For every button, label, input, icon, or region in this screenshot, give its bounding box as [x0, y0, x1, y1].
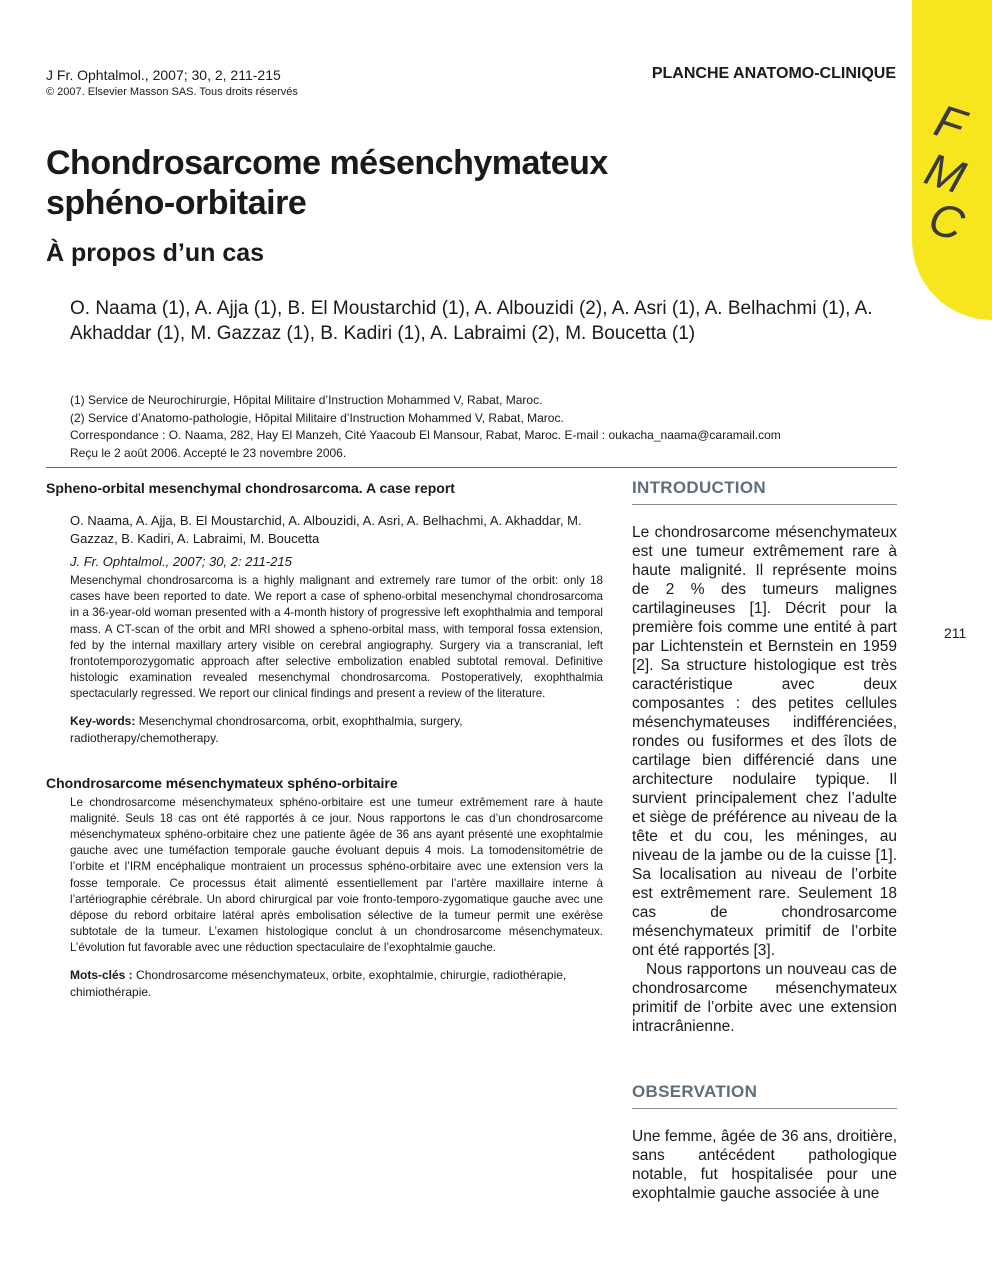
- fmc-letter-m: M: [918, 142, 972, 204]
- french-keywords-text: Chondrosarcome mésenchymateux, orbite, exophtalmie, chirurgie, radiothérapie, chimiothérapie.: [70, 967, 567, 999]
- french-title: Chondrosarcome mésenchymateux sphéno-orbitaire: [46, 774, 398, 791]
- english-abstract: Mesenchymal chondrosarcoma is a highly malignant and extremely rare tumor of the orbit: only 18 cases have been reported to date. We report a case of spheno-orbital mesenchymal chondrosarcoma in a 36-year-old woman presented with a 4-month history of progressive left exophthalmia and temporal mass. A CT-scan of the orbit and MRI showed a spheno-orbital mass, with temporal fossa extension, fed by the internal maxillary artery visible on cerebral angiography. Surgery via a transcranial, left frontotemporozygomatic approach after selective embolization enabled subtotal removal. Definitive histologic examination revealed mesenchymal chondrosarcoma. Postoperatively, exophthalmia spectacularly regressed. We report our clinical findings and present a review of the literature.: [70, 574, 603, 701]
- english-title: Spheno-orbital mesenchymal chondrosarcoma. A case report: [46, 480, 455, 496]
- article-subtitle: À propos d’un cas: [46, 239, 265, 267]
- affiliation-2: (2) Service d’Anatomo-pathologie, Hôpital Militaire d’Instruction Mohammed V, Rabat, Maroc.: [70, 410, 564, 425]
- fmc-tab: [912, 0, 992, 320]
- introduction-paragraph-2: Nous rapportons un nouveau cas de chondrosarcome mésenchymateux primitif de l’orbite avec une extension intracrânienne.: [632, 961, 897, 1035]
- fmc-letter-f: F: [928, 93, 972, 153]
- fmc-letter-c: C: [922, 191, 971, 251]
- english-authors: O. Naama, A. Ajja, B. El Moustarchid, A. Albouzidi, A. Asri, A. Belhachmi, A. Akhaddar, M. Gazzaz, B. Kadiri, A. Labraimi, M. Boucetta: [70, 513, 582, 546]
- english-keywords: [70, 713, 603, 747]
- affiliation-1: (1) Service de Neurochirurgie, Hôpital Militaire d’Instruction Mohammed V, Rabat, Maroc.: [70, 393, 543, 407]
- english-citation: J. Fr. Ophtalmol., 2007; 30, 2: 211-215: [70, 554, 292, 569]
- page-number: 211: [944, 625, 967, 641]
- english-keywords-text: Mesenchymal chondrosarcoma, orbit, exophthalmia, surgery, radiotherapy/chemotherapy.: [70, 713, 463, 745]
- body-column: [632, 478, 897, 1203]
- article-title: Chondrosarcome mésenchymateux sphéno-orbitaire: [46, 144, 608, 222]
- english-keywords-label: Key-words:: [70, 713, 136, 728]
- introduction-paragraph-1: Le chondrosarcome mésenchymateux est une tumeur extrêmement rare à haute malignité. Il représente moins de 2 % des tumeurs malignes cartilagineuses [1]. Décrit pour la première fois comme une entité à part par Lichtenstein et Bernstein en 1959 [2]. Sa structure histologique est très caractéristique avec deux composantes : des petites cellules mésenchymateuses indifférenciées, rondes ou fusiformes et des îlots de cartilage bien différencié dans une architecture nodulaire typique. Il survient principalement chez l’adulte et siège de préférence au niveau de la tête et du cou, les méninges, au niveau de la jambe ou de la cuisse [1]. Sa localisation au niveau de l’orbite est extrêmement rare. Seulement 18 cas de chondrosarcome mésenchymateux primitif de l’orbite ont été rapportés [3].: [632, 524, 897, 959]
- copyright: © 2007. Elsevier Masson SAS. Tous droits réservés: [46, 86, 298, 98]
- introduction-heading: INTRODUCTION: [632, 478, 897, 505]
- french-abstract: Le chondrosarcome mésenchymateux sphéno-orbitaire est une tumeur extrêmement rare à haute malignité. Seuls 18 cas ont été rapportés à ce jour. Nous rapportons le cas d’un chondrosarcome mésenchymateux sphéno-orbitaire chez une patiente âgée de 36 ans ayant présenté une exophtalmie gauche avec une tuméfaction temporale gauche évoluant depuis 4 mois. La tomodensitométrie de l’orbite et l’IRM encéphalique montraient un processus sphéno-orbitaire avec une extension vers la fosse temporale. Ce processus était alimenté essentiellement par l’artère maxillaire interne à l’artériographie cérébrale. Un abord chirurgical par voie fronto-temporo-zygomatique gauche avec une dépose du rebord orbitaire latéral après embolisation sélective de la tumeur permit une exérèse subtotale de la tumeur. L’examen histologique conclut à un chondrosarcome mésenchymateux. L’évolution fut favorable avec une réduction spectaculaire de l’exophtalmie gauche.: [70, 795, 603, 955]
- affiliations: [70, 392, 900, 462]
- french-keywords: [70, 967, 603, 1001]
- journal-citation: J Fr. Ophtalmol., 2007; 30, 2, 211-215: [46, 67, 281, 83]
- abstracts-column: [46, 480, 603, 1001]
- section-label: PLANCHE ANATOMO-CLINIQUE: [651, 65, 896, 82]
- correspondence: Correspondance : O. Naama, 282, Hay El Manzeh, Cité Yaacoub El Mansour, Rabat, Maroc. E-mail : oukacha_naama@caramail.com: [70, 428, 781, 442]
- author-list: O. Naama (1), A. Ajja (1), B. El Moustarchid (1), A. Albouzidi (2), A. Asri (1), A. Belhachmi (1), A. Akhaddar (1), M. Gazzaz (1), B. Kadiri (1), A. Labraimi (2), M. Boucetta (1): [70, 298, 873, 344]
- received-date: Reçu le 2 août 2006. Accepté le 23 novembre 2006.: [70, 445, 347, 460]
- french-keywords-label: Mots-clés :: [70, 967, 133, 982]
- observation-paragraph-1: Une femme, âgée de 36 ans, droitière, sans antécédent pathologique notable, fut hospitalisée pour une exophtalmie gauche associée à une: [632, 1128, 897, 1202]
- header-divider: [46, 467, 897, 468]
- observation-heading: OBSERVATION: [632, 1082, 897, 1109]
